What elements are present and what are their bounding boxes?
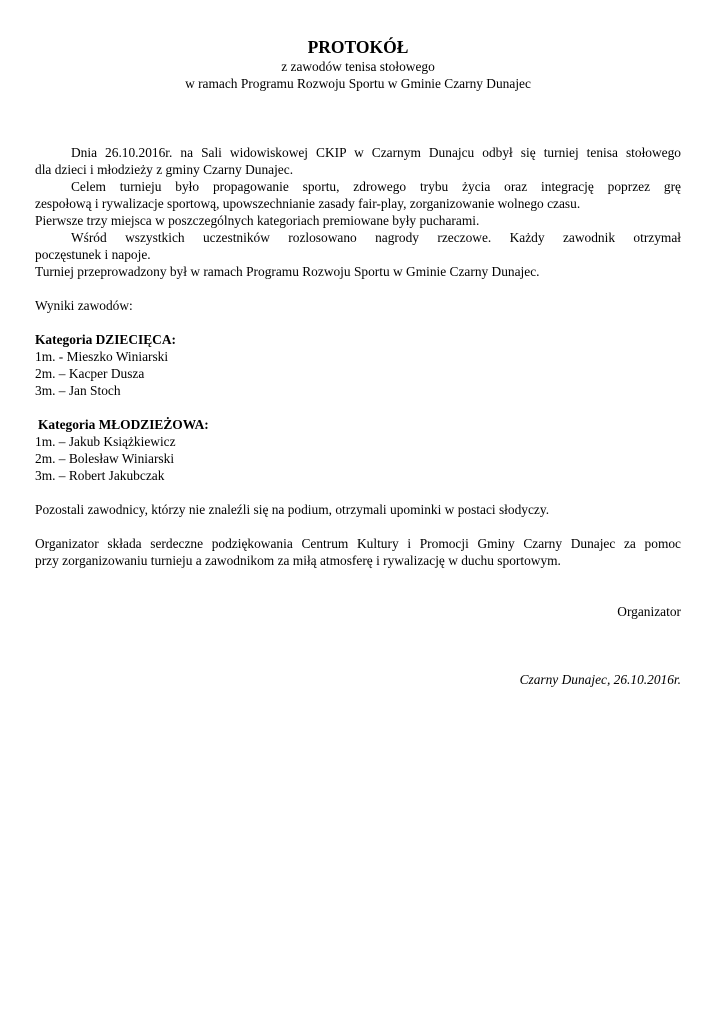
spacer <box>35 637 681 654</box>
intro-paragraph-1-line-1: Dnia 26.10.2016r. na Sali widowiskowej CKIP w Czarnym Dunajcu odbył się turniej tenisa stołowego <box>71 145 681 160</box>
spacer <box>35 620 681 637</box>
document-title: PROTOKÓŁ <box>307 37 409 57</box>
spacer <box>35 399 681 416</box>
spacer <box>35 586 681 603</box>
result-place-1: 1m. - Mieszko Winiarski <box>35 349 169 364</box>
intro-paragraph-2-line-1: Celem turnieju było propagowanie sportu, zdrowego trybu życia oraz integrację poprzez grę <box>71 179 681 194</box>
spacer <box>35 484 681 501</box>
category-heading: Kategoria DZIECIĘCA: <box>35 332 176 347</box>
result-place-1: 1m. – Jakub Książkiewicz <box>35 434 176 449</box>
spacer <box>35 314 681 331</box>
category-heading: Kategoria MŁODZIEŻOWA: <box>38 417 209 432</box>
signature-organizer: Organizator <box>617 604 681 619</box>
results-heading: Wyniki zawodów: <box>35 298 133 313</box>
document-page <box>35 36 681 688</box>
result-place-2: 2m. – Bolesław Winiarski <box>35 451 175 466</box>
result-place-3: 3m. – Robert Jakubczak <box>35 468 165 483</box>
closing-thanks-line-1: Organizator składa serdeczne podziękowania Centrum Kultury i Promocji Gminy Czarny Dunajec za pomoc <box>35 536 681 551</box>
intro-paragraph-2-line-2: zespołową i rywalizacje sportową, upowszechnianie zasady fair-play, zorganizowanie wolnego czasu. <box>35 196 581 211</box>
place-and-date: Czarny Dunajec, 26.10.2016r. <box>519 672 681 687</box>
closing-thanks-line-2: przy zorganizowaniu turnieju a zawodnikom za miłą atmosferę i rywalizację w duchu sportowym. <box>35 553 561 568</box>
document-subtitle-line-2: w ramach Programu Rozwoju Sportu w Gminie Czarny Dunajec <box>185 76 531 91</box>
spacer <box>35 518 681 535</box>
spacer <box>35 569 681 586</box>
closing-others-paragraph: Pozostali zawodnicy, którzy nie znaleźli się na podium, otrzymali upominki w postaci słodyczy. <box>35 502 550 517</box>
result-place-3: 3m. – Jan Stoch <box>35 383 121 398</box>
spacer <box>35 280 681 297</box>
category-children <box>35 331 681 399</box>
intro-paragraph-5: Turniej przeprowadzony był w ramach Programu Rozwoju Sportu w Gminie Czarny Dunajec. <box>35 264 540 279</box>
document-subtitle-line-1: z zawodów tenisa stołowego <box>281 59 435 74</box>
intro-paragraph-1-line-2: dla dzieci i młodzieży z gminy Czarny Dunajec. <box>35 162 294 177</box>
spacer <box>35 654 681 671</box>
document-body <box>35 144 681 688</box>
result-place-2: 2m. – Kacper Dusza <box>35 366 145 381</box>
category-youth <box>35 416 681 484</box>
intro-paragraph-3: Pierwsze trzy miejsca w poszczególnych kategoriach premiowane były pucharami. <box>35 213 480 228</box>
intro-paragraph-4-line-2: poczęstunek i napoje. <box>35 247 151 262</box>
intro-paragraph-4-line-1: Wśród wszystkich uczestników rozlosowano nagrody rzeczowe. Każdy zawodnik otrzymał <box>71 230 681 245</box>
